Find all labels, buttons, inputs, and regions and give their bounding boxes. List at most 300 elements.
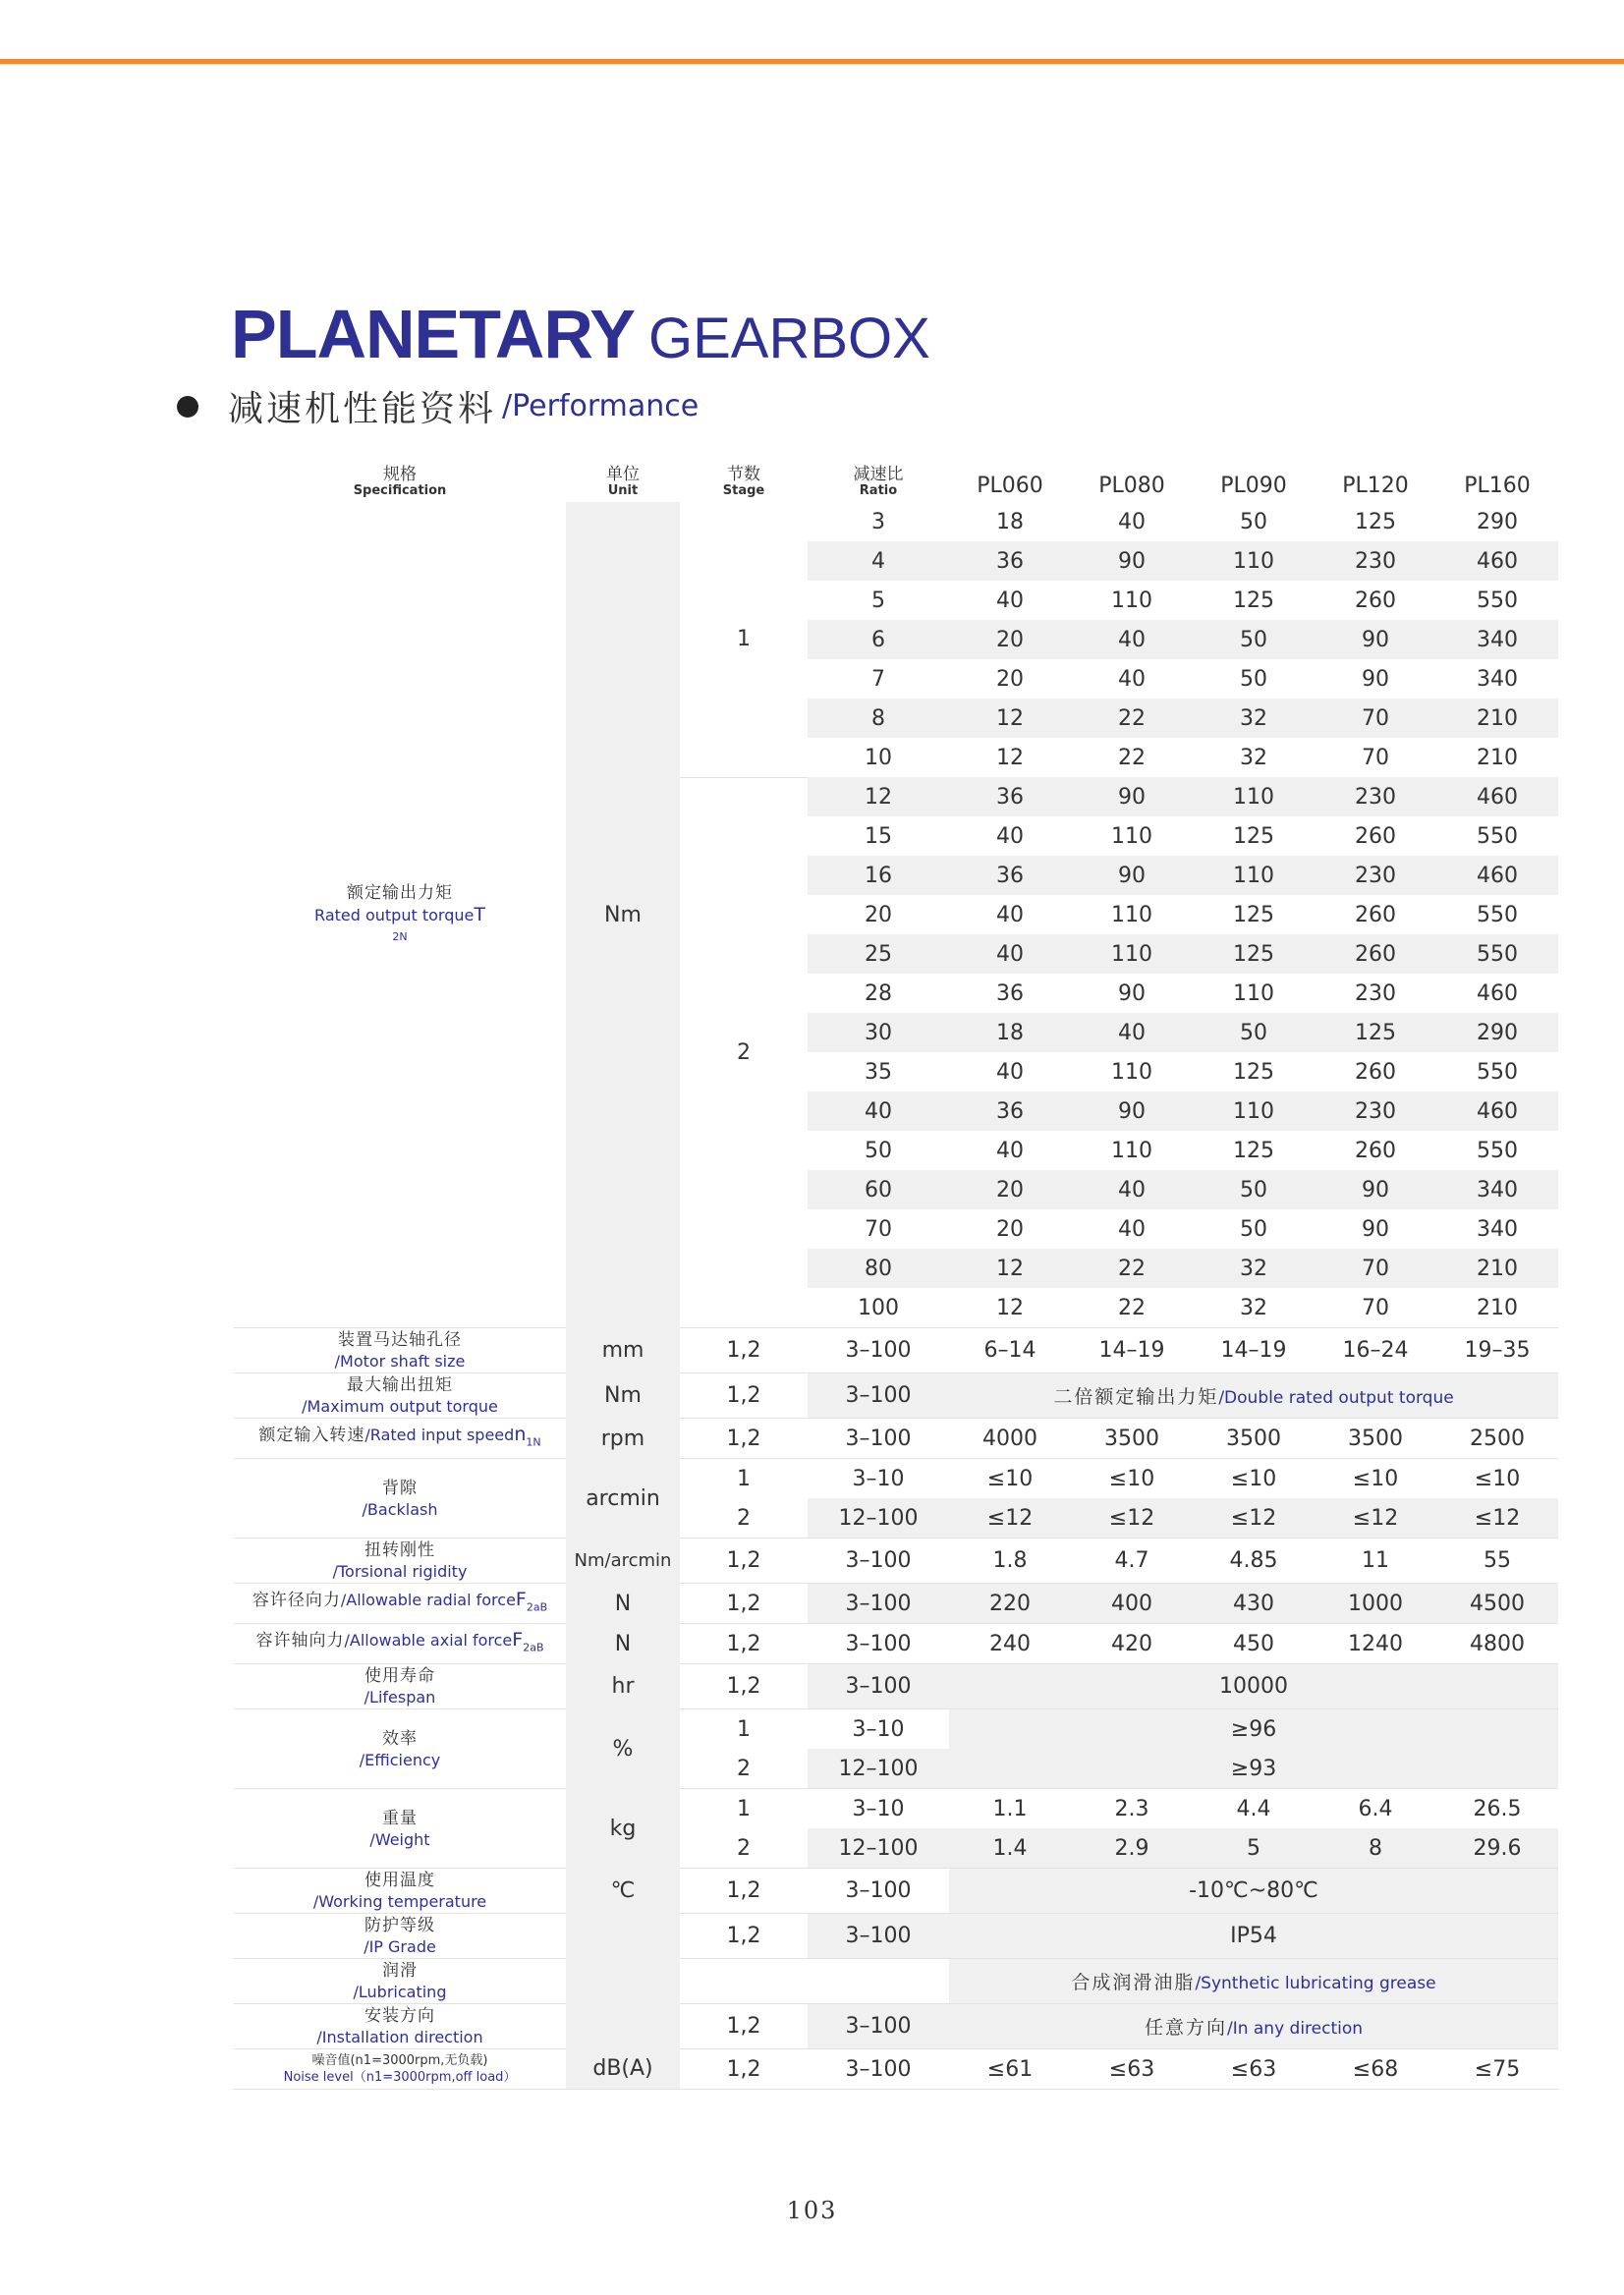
torque-value-cell: 50 [1240, 1216, 1267, 1242]
spec-label-symbol: F [515, 1588, 527, 1610]
torque-value-cell: 340 [1436, 620, 1558, 659]
torque-value-cell: 230 [1315, 1092, 1436, 1131]
spec-label-cn: 效率 [382, 1728, 418, 1749]
stage-cell: 1,2 [680, 1869, 808, 1914]
value-cell: 19–35 [1436, 1328, 1558, 1373]
torque-value-cell: 20 [949, 620, 1071, 659]
torque-value-cell: 12 [949, 699, 1071, 738]
torque-value-cell: 110 [1193, 856, 1315, 895]
spec-label-en: /Weight [369, 1829, 430, 1849]
value-cell: 420 [1071, 1624, 1193, 1664]
ratio-cell: 8 [808, 699, 949, 738]
torque-value-cell: 40 [1118, 509, 1146, 534]
spec-label-cn: 容许径向力 [252, 1590, 341, 1610]
torque-value-cell: 90 [1362, 666, 1389, 692]
ratio-cell: 3–100 [808, 1914, 949, 1959]
torque-value-cell: 70 [1362, 1295, 1389, 1320]
merged-value-cell: 10000 [949, 1664, 1558, 1709]
noise-label [234, 2049, 566, 2090]
unit-cell: Nm [566, 502, 680, 1328]
section-heading-en: /Performance [502, 389, 700, 423]
torque-value-cell: 460 [1436, 777, 1558, 816]
value-cell: 4000 [949, 1419, 1071, 1459]
value-cell: ≤12 [1436, 1498, 1558, 1539]
spec-label [234, 1709, 566, 1789]
table-row [234, 1624, 1558, 1664]
rated-torque-label-en: Rated output torque [314, 905, 475, 924]
value-cell: ≤12 [1071, 1498, 1193, 1539]
spec-label-en: /Backlash [362, 1499, 438, 1519]
stage-cell [680, 1959, 808, 2004]
header-model: PL120 [1342, 474, 1409, 498]
merged-value-cn: 二倍额定输出力矩 [1053, 1386, 1219, 1408]
value-cell: 2500 [1436, 1419, 1558, 1459]
torque-value-cell: 90 [1071, 1092, 1193, 1131]
value-cell: 14–19 [1193, 1328, 1315, 1373]
ratio-cell: 12–100 [808, 1749, 949, 1789]
torque-value-cell: 12 [996, 745, 1024, 770]
torque-value-cell: 36 [996, 980, 1024, 1006]
header-stage: 节数 Stage [722, 465, 765, 498]
ratio-cell: 20 [865, 902, 892, 927]
torque-value-cell: 50 [1240, 509, 1267, 534]
spec-label-cn: 背隙 [382, 1478, 418, 1498]
spec-label-en: /Torsional rigidity [332, 1562, 468, 1581]
ratio-cell: 3–100 [808, 1373, 949, 1419]
ratio-cell: 3–100 [808, 1869, 949, 1914]
torque-value-cell: 550 [1477, 1138, 1518, 1163]
unit-cell: rpm [566, 1419, 680, 1459]
torque-value-cell: 230 [1355, 980, 1396, 1006]
torque-value-cell: 12 [949, 1249, 1071, 1288]
torque-value-cell: 230 [1315, 777, 1436, 816]
value-cell: ≤12 [1315, 1498, 1436, 1539]
value-cell: ≤10 [1436, 1459, 1558, 1499]
value-cell: 1.8 [949, 1539, 1071, 1584]
torque-value-cell: 290 [1436, 1013, 1558, 1052]
ratio-cell: 3–100 [808, 1419, 949, 1459]
torque-value-cell: 70 [1315, 699, 1436, 738]
spec-label [234, 1539, 566, 1584]
stage-cell: 2 [680, 777, 808, 1328]
value-cell: 3500 [1071, 1419, 1193, 1459]
torque-value-cell: 110 [1111, 1059, 1152, 1085]
merged-value-cell: -10℃~80℃ [949, 1869, 1558, 1914]
ratio-cell: 7 [871, 666, 885, 692]
ratio-cell: 25 [808, 934, 949, 974]
torque-value-cell: 210 [1477, 745, 1518, 770]
stage-cell: 1,2 [680, 1664, 808, 1709]
ratio-cell: 3–100 [808, 2004, 949, 2049]
stage-cell: 1,2 [680, 1584, 808, 1624]
unit-cell [566, 1914, 680, 1959]
torque-value-cell: 125 [1193, 934, 1315, 974]
ratio-cell: 16 [808, 856, 949, 895]
ratio-cell: 12 [808, 777, 949, 816]
stage-cell: 1,2 [680, 1539, 808, 1584]
torque-value-cell: 230 [1315, 541, 1436, 581]
value-cell: 26.5 [1436, 1789, 1558, 1829]
value-cell: 4.85 [1193, 1539, 1315, 1584]
value-cell: 5 [1193, 1828, 1315, 1869]
value-cell: 1.4 [949, 1828, 1071, 1869]
torque-value-cell: 110 [1193, 541, 1315, 581]
stage-cell: 1 [680, 1459, 808, 1499]
rated-torque-label-en-line [234, 904, 566, 948]
spec-label-cn: 润滑 [382, 1961, 418, 1981]
torque-value-cell: 40 [996, 588, 1024, 613]
torque-value-cell: 260 [1355, 902, 1396, 927]
ratio-cell: 6 [808, 620, 949, 659]
torque-value-cell: 40 [949, 934, 1071, 974]
unit-cell [566, 2004, 680, 2049]
spec-label-subscript: 1N [526, 1435, 541, 1449]
value-cell: 6.4 [1315, 1789, 1436, 1829]
torque-value-cell: 36 [949, 541, 1071, 581]
torque-value-cell: 40 [1118, 666, 1146, 692]
value-cell: ≤61 [949, 2049, 1071, 2090]
stage-cell: 2 [737, 1756, 751, 1781]
spec-label-en: /Rated input speed [364, 1425, 515, 1444]
torque-value-cell: 36 [949, 856, 1071, 895]
torque-value-cell: 32 [1240, 1295, 1267, 1320]
table-row [234, 1709, 1558, 1750]
table-row [234, 1539, 1558, 1584]
spec-label-symbol: F [512, 1628, 524, 1651]
torque-value-cell: 260 [1355, 588, 1396, 613]
table-row [234, 1419, 1558, 1459]
spec-label-en: /Lifespan [364, 1688, 436, 1707]
ratio-cell: 70 [865, 1216, 892, 1242]
spec-label [234, 1959, 566, 2004]
spec-label [234, 1584, 566, 1624]
torque-value-cell: 260 [1315, 934, 1436, 974]
torque-value-cell: 210 [1436, 1249, 1558, 1288]
value-cell: ≤12 [949, 1498, 1071, 1539]
spec-label-en: /Efficiency [359, 1750, 441, 1769]
ratio-cell: 30 [808, 1013, 949, 1052]
torque-value-cell: 50 [1193, 1170, 1315, 1209]
torque-value-cell: 550 [1477, 902, 1518, 927]
value-cell: 220 [949, 1584, 1071, 1624]
title-bold: PLANETARY [231, 296, 635, 372]
torque-value-cell: 110 [1111, 902, 1152, 927]
torque-value-cell: 210 [1436, 699, 1558, 738]
torque-value-cell: 460 [1436, 1092, 1558, 1131]
table-row [234, 1914, 1558, 1959]
performance-table [234, 447, 1558, 2090]
spec-label-cn: 重量 [382, 1808, 418, 1828]
torque-value-cell: 125 [1233, 1059, 1274, 1085]
spec-label-cn: 最大输出扭矩 [347, 1375, 453, 1395]
unit-cell: N [566, 1624, 680, 1664]
spec-label-en: /Lubricating [353, 1983, 447, 2001]
spec-label-en: /Motor shaft size [334, 1352, 466, 1371]
value-cell: ≤10 [1193, 1459, 1315, 1499]
unit-cell: Nm [566, 1373, 680, 1419]
ratio-cell: 3–100 [808, 1328, 949, 1373]
torque-value-cell: 110 [1111, 823, 1152, 849]
torque-value-cell: 260 [1355, 1059, 1396, 1085]
torque-value-cell: 50 [1240, 666, 1267, 692]
torque-value-cell: 340 [1477, 666, 1518, 692]
torque-value-cell: 460 [1436, 541, 1558, 581]
torque-value-cell: 125 [1233, 588, 1274, 613]
value-cell: 4800 [1436, 1624, 1558, 1664]
spec-label-cn: 容许轴向力 [255, 1630, 345, 1651]
value-cell: ≤68 [1315, 2049, 1436, 2090]
torque-value-cell: 110 [1111, 588, 1152, 613]
torque-value-cell: 210 [1477, 1295, 1518, 1320]
ratio-cell: 5 [871, 588, 885, 613]
stage-cell: 1 [680, 1709, 808, 1750]
title-light: GEARBOX [648, 307, 930, 370]
torque-value-cell: 230 [1315, 856, 1436, 895]
value-cell: 4.4 [1193, 1789, 1315, 1829]
unit-cell: ℃ [566, 1869, 680, 1914]
unit-cell: % [566, 1709, 680, 1789]
table-row [234, 1959, 1558, 2004]
torque-value-cell: 125 [1315, 1013, 1436, 1052]
stage-cell: 1,2 [680, 1914, 808, 1959]
ratio-cell: 15 [865, 823, 892, 849]
spec-label [234, 1869, 566, 1914]
unit-cell: arcmin [566, 1459, 680, 1539]
torque-value-cell: 110 [1233, 980, 1274, 1006]
spec-label [234, 1789, 566, 1869]
header-model: PL060 [977, 474, 1043, 498]
value-cell: 1.1 [949, 1789, 1071, 1829]
torque-value-cell: 32 [1193, 1249, 1315, 1288]
value-cell: 400 [1071, 1584, 1193, 1624]
spec-label [234, 1373, 566, 1419]
rated-torque-label [234, 502, 566, 1328]
spec-label-cn: 使用寿命 [364, 1666, 435, 1686]
table-row [234, 1459, 1558, 1499]
torque-value-cell: 22 [1118, 1295, 1146, 1320]
torque-value-cell: 110 [1111, 1138, 1152, 1163]
torque-value-cell: 290 [1477, 509, 1518, 534]
table-row [234, 1789, 1558, 1829]
torque-value-cell: 70 [1362, 745, 1389, 770]
torque-value-cell: 460 [1477, 980, 1518, 1006]
value-cell: 4.7 [1071, 1539, 1193, 1584]
value-cell: ≤63 [1193, 2049, 1315, 2090]
ratio-cell: 4 [808, 541, 949, 581]
unit-cell: kg [566, 1789, 680, 1869]
spec-label [234, 1459, 566, 1539]
torque-value-cell: 40 [996, 1138, 1024, 1163]
value-cell: 3500 [1315, 1419, 1436, 1459]
value-cell: 6–14 [949, 1328, 1071, 1373]
value-cell: ≤10 [949, 1459, 1071, 1499]
torque-value-cell: 90 [1071, 777, 1193, 816]
spec-label-en: /Allowable radial force [340, 1590, 516, 1609]
torque-value-cell: 125 [1233, 823, 1274, 849]
spec-label-en: /Maximum output torque [302, 1397, 498, 1416]
stage-cell: 1,2 [680, 2004, 808, 2049]
page-title [231, 295, 930, 373]
ratio-cell: 50 [865, 1138, 892, 1163]
merged-value-cell [949, 1373, 1558, 1419]
header-model: PL160 [1464, 474, 1531, 498]
torque-value-cell: 12 [996, 1295, 1024, 1320]
spec-label-cn: 使用温度 [364, 1871, 435, 1890]
ratio-cell: 10 [865, 745, 892, 770]
ratio-cell: 35 [865, 1059, 892, 1085]
value-cell: 11 [1315, 1539, 1436, 1584]
value-cell: 4500 [1436, 1584, 1558, 1624]
value-cell: 240 [949, 1624, 1071, 1664]
merged-value-en: /In any direction [1226, 2019, 1364, 2039]
header-spec: 规格 Specification [353, 465, 447, 498]
ratio-cell: 40 [808, 1092, 949, 1131]
value-cell: 29.6 [1436, 1828, 1558, 1869]
unit-cell [566, 1959, 680, 2004]
merged-value-cell [949, 1959, 1558, 2004]
spec-label-cn: 防护等级 [364, 1916, 435, 1935]
ratio-cell: 3–100 [808, 1539, 949, 1584]
torque-value-cell: 90 [1118, 980, 1146, 1006]
torque-value-cell: 50 [1193, 1013, 1315, 1052]
table-row [234, 1584, 1558, 1624]
ratio-cell: 80 [808, 1249, 949, 1288]
torque-value-cell: 125 [1355, 509, 1396, 534]
value-cell: 1240 [1315, 1624, 1436, 1664]
ratio-cell: 100 [858, 1295, 899, 1320]
ratio-cell: 3–10 [808, 1709, 949, 1750]
value-cell: 1000 [1315, 1584, 1436, 1624]
torque-value-cell: 18 [949, 1013, 1071, 1052]
value-cell: ≤63 [1071, 2049, 1193, 2090]
value-cell: ≤75 [1436, 2049, 1558, 2090]
value-cell: 2.9 [1071, 1828, 1193, 1869]
merged-value-en: /Double rated output torque [1218, 1388, 1454, 1408]
spec-label [234, 1624, 566, 1664]
ratio-cell: 3–10 [808, 1789, 949, 1829]
torque-value-cell: 18 [996, 509, 1024, 534]
unit-cell: hr [566, 1664, 680, 1709]
torque-value-cell: 125 [1233, 902, 1274, 927]
stage-cell: 1,2 [680, 1373, 808, 1419]
table-row [234, 2049, 1558, 2090]
merged-value-cell: ≥96 [949, 1709, 1558, 1750]
torque-value-cell: 260 [1355, 1138, 1396, 1163]
spec-label-en: /Allowable axial force [344, 1630, 513, 1650]
header-unit: 单位 Unit [606, 465, 640, 498]
ratio-cell: 28 [865, 980, 892, 1006]
torque-value-cell: 40 [1071, 1013, 1193, 1052]
spec-label [234, 1419, 566, 1459]
merged-value-cell: IP54 [949, 1914, 1558, 1959]
unit-cell: N [566, 1584, 680, 1624]
section-heading-cn: 减速机性能资料 [228, 389, 497, 429]
stage-cell: 1 [737, 627, 751, 652]
spec-label [234, 1914, 566, 1959]
torque-symbol: T [474, 903, 485, 925]
bullet-icon [177, 396, 198, 418]
torque-value-cell: 40 [1071, 1170, 1193, 1209]
torque-value-cell: 20 [996, 1216, 1024, 1242]
spec-label-symbol: n [514, 1423, 527, 1445]
stage-cell: 2 [737, 1835, 751, 1861]
ratio-cell [808, 1959, 949, 2004]
ratio-cell: 12–100 [808, 1498, 949, 1539]
torque-value-cell: 20 [996, 666, 1024, 692]
torque-value-cell: 90 [1362, 1216, 1389, 1242]
unit-cell: Nm/arcmin [566, 1539, 680, 1584]
header-model: PL080 [1098, 474, 1165, 498]
torque-value-cell: 110 [1071, 934, 1193, 974]
spec-label-cn: 装置马达轴孔径 [338, 1330, 462, 1350]
torque-value-cell: 40 [996, 1059, 1024, 1085]
spec-label-cn: 扭转刚性 [364, 1540, 435, 1560]
torque-value-cell: 22 [1071, 699, 1193, 738]
ratio-cell: 3–10 [808, 1459, 949, 1499]
torque-value-cell: 32 [1193, 699, 1315, 738]
torque-value-cell: 550 [1477, 588, 1518, 613]
torque-value-cell: 90 [1071, 856, 1193, 895]
torque-value-cell: 20 [949, 1170, 1071, 1209]
torque-value-cell: 550 [1477, 823, 1518, 849]
stage-cell: 1,2 [680, 1419, 808, 1459]
value-cell: 450 [1193, 1624, 1315, 1664]
ratio-cell: 3 [871, 509, 885, 534]
torque-value-cell: 70 [1315, 1249, 1436, 1288]
value-cell: ≤12 [1193, 1498, 1315, 1539]
value-cell: 3500 [1193, 1419, 1315, 1459]
torque-value-cell: 40 [996, 823, 1024, 849]
value-cell: 2.3 [1071, 1789, 1193, 1829]
torque-value-cell: 340 [1436, 1170, 1558, 1209]
ratio-cell: 12–100 [808, 1828, 949, 1869]
table-row [234, 502, 1558, 541]
unit-cell: mm [566, 1328, 680, 1373]
spec-label-en: /Installation direction [316, 2028, 483, 2046]
stage-cell: 1 [680, 1789, 808, 1829]
merged-value-en: /Synthetic lubricating grease [1195, 1974, 1436, 1993]
torque-value-cell: 50 [1193, 620, 1315, 659]
torque-value-cell: 340 [1477, 1216, 1518, 1242]
torque-value-cell: 40 [1118, 1216, 1146, 1242]
table-row [234, 1328, 1558, 1373]
table-row [234, 1869, 1558, 1914]
page-number: 103 [786, 2197, 838, 2224]
torque-value-cell: 22 [1118, 745, 1146, 770]
spec-label-en: /IP Grade [364, 1937, 436, 1956]
spec-label-cn: 安装方向 [364, 2006, 435, 2026]
value-cell: ≤10 [1071, 1459, 1193, 1499]
section-heading [177, 381, 699, 431]
unit-cell: dB(A) [566, 2049, 680, 2090]
value-cell: 430 [1193, 1584, 1315, 1624]
stage-cell: 1,2 [680, 2049, 808, 2090]
spec-label [234, 1328, 566, 1373]
stage-cell: 1,2 [680, 1328, 808, 1373]
value-cell: 8 [1315, 1828, 1436, 1869]
spec-label [234, 1664, 566, 1709]
rated-torque-label-cn: 额定输出力矩 [347, 882, 453, 903]
torque-value-cell: 90 [1315, 1170, 1436, 1209]
table-row [234, 1373, 1558, 1419]
spec-label-cn: 额定输入转速 [258, 1425, 365, 1445]
header-model: PL090 [1220, 474, 1287, 498]
torque-value-cell: 32 [1240, 745, 1267, 770]
value-cell: 14–19 [1071, 1328, 1193, 1373]
torque-value-cell: 40 [1071, 620, 1193, 659]
torque-value-cell: 90 [1071, 541, 1193, 581]
ratio-cell: 3–100 [808, 1584, 949, 1624]
